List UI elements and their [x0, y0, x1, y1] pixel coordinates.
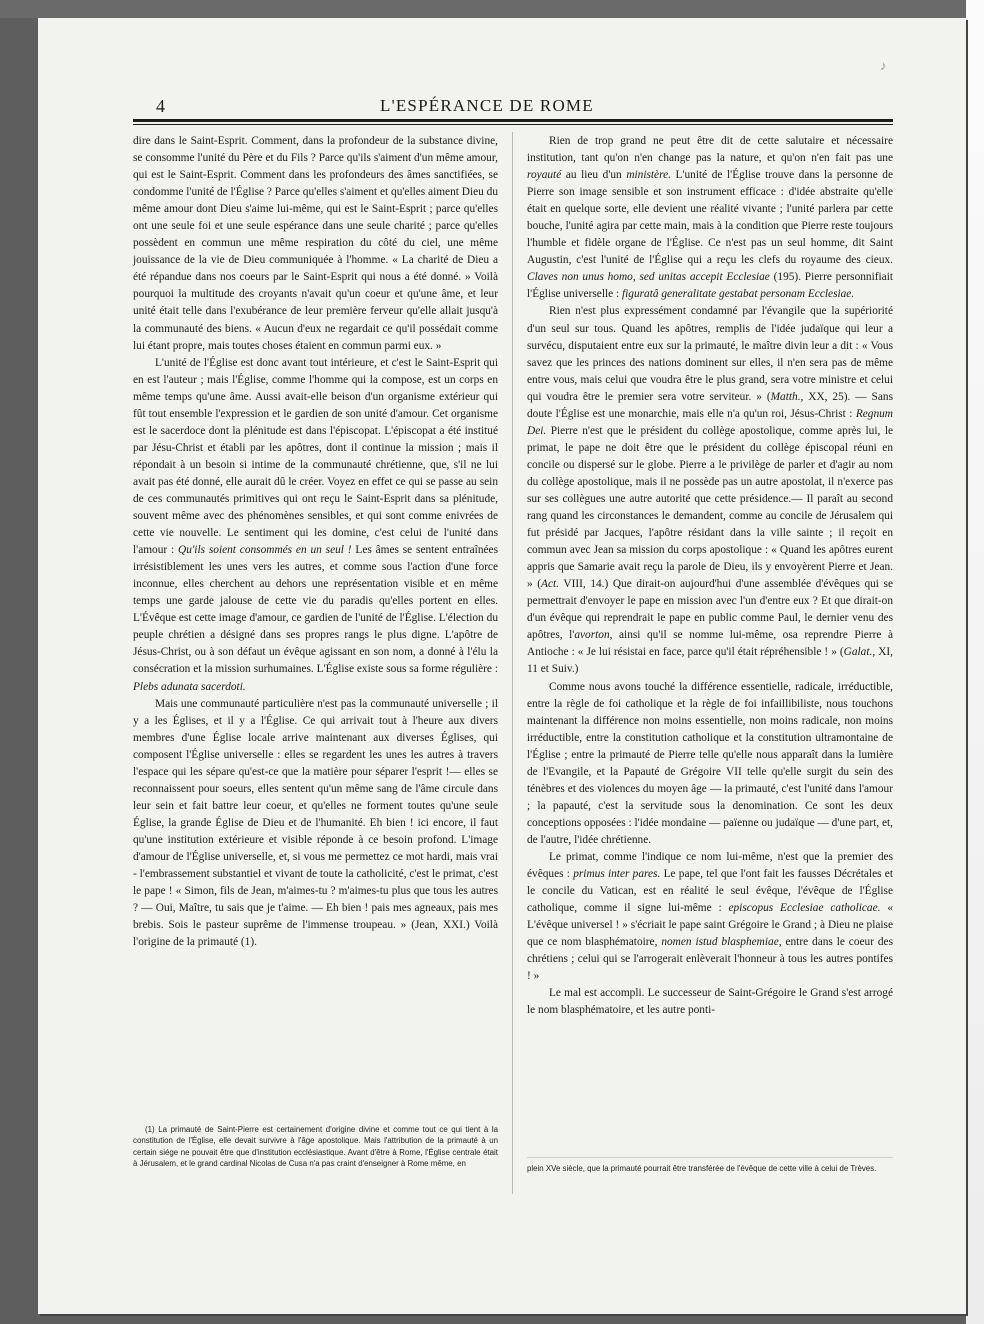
- paragraph: dire dans le Saint-Esprit. Comment, dans la profondeur de la substance divine, se consomme l'unité du Père et du Fils ? Parce qu'ils s'aiment d'un même amour, qui est le Saint-Esprit. Comment dans les profondeurs des âmes sanctifiées, se condomme l'unité de l'Église ? Parce qu'elles s'aiment et qu'elles aiment Dieu du même amour dont Dieu s'aime lui-même, qui est le Saint-Esprit ; parce qu'elles ont une seule foi et une seule espérance dans une seule charité ; parce qu'elles possèdent en commun une même respiration du côté du ciel, une même jouissance de la vie de Dieu communiquée à l'homme. « La charité de Dieu a été répandue dans nos coeurs par le Saint-Esprit qui nous a été donné. » Voilà pourquoi la multitude des croyants n'avait qu'un coeur et qu'une âme, et leur unité était telle dans l'exubérance de leur première ferveur qu'elle allait jusqu'à la communauté des biens. « Aucun d'eux ne regardait ce qu'il possédait comme lui étant propre, mais toutes choses étaient en commun parmi eux. »: [133, 135, 498, 352]
- text-run: L'unité de l'Église est donc avant tout intérieure, et c'est le Saint-Esprit qui en est l'auteur ; mais l'Église, comme l'homme qui la compose, est un corps en même temps qu'une âme. Aussi avait-elle beison d'un organisme extérieur qui fût tout ensemble l'expression et le gardien de son unité d'amour. Cet organisme est le sacerdoce dont la plénitude est dans l'épiscopat. L'épiscopat a été institué par Jésu-Christ et établi par les apôtres, dont il continue la mission ; mais il répondait à un besoin si intime de la communauté chrétienne, que, s'il ne lui avait pas été donné, elle aurait dû le créer. Voyez en effet ce qui se passe au sein de ces communautés primitives qui ont reçu le Saint-Esprit dans sa plénitude, souvent même avec des phénomènes sensibles, et qui sont comme enivrées de cette vie nouvelle. Le sentiment qui les domine, c'est celui de l'unité dans l'amour :: [133, 356, 498, 557]
- italic-quote: nomen istud blasphemiae,: [661, 936, 782, 949]
- italic-quote: Qu'ils soient consommés en un seul !: [178, 544, 352, 557]
- footnote-separator: [527, 1157, 893, 1158]
- right-column: [527, 133, 893, 1019]
- italic-quote: figuratâ generalitate gestabat personam Ecclesiae.: [621, 288, 855, 301]
- running-title: L'ESPÉRANCE DE ROME: [380, 96, 594, 115]
- footnote-text: plein XVe siècle, que la primauté pourrait être transférée de l'évêque de cette ville à celui de Trèves.: [527, 1164, 877, 1173]
- text-run: , XI, 11 et Suiv.): [527, 646, 893, 676]
- header-rule-thick: [133, 119, 893, 122]
- text-run: , XX, 25). — Sans doute l'Église est une monarchie, mais elle n'a qu'un roi, Jésus-Christ :: [527, 390, 893, 420]
- footnote-left: [133, 1124, 498, 1169]
- footnote-text: (1) La primauté de Saint-Pierre est certainement d'origine divine et comme tout ce qui tient à la constitution de l'Église, elle devait survivre à l'âge apostolique. Mais l'attribution de la primauté à un certain siége ne pouvait être que d'institution ecclésiastique. Avant d'être à Rome, l'Église centrale était à Jérusalem, et le grand cardinal Nicolas de Cusa n'a pas craint d'enseigner à Rome même, en: [133, 1125, 498, 1168]
- paragraph: Le mal est accompli. Le successeur de Saint-Grégoire le Grand s'est arrogé le nom blasphématoire, et les autre ponti-: [527, 987, 893, 1017]
- text-run: Rien de trop grand ne peut être dit de cette salutaire et nécessaire institution, tant qu'on n'en change pas la nature, et qu'on n'en fait pas une: [527, 135, 893, 165]
- scan-border-right: [966, 0, 984, 1324]
- text-run: L'unité de l'Église trouve dans la personne de Pierre son image sensible et son instrument efficace : d'idée abstraite qu'elle était en quelque sorte, elle devient une réalité vivante ; l'unité parlera par cette bouche, l'unité agira par cette main, mais à la condition que Pierre reste toujours l'humble et fidèle organe de l'Église. Ce n'est pas un seul homme, dit Saint Augustin, c'est l'unité de l'Église qui a reçu les clefs du royaume des cieux.: [527, 169, 894, 267]
- text-run: Rien n'est plus expressément condamné par l'évangile que la supériorité d'un seul sur tous. Quand les apôtres, remplis de l'idée judaïque qui leur a survécu, disputaient entre eux sur la primauté, le maître divin leur a dit : « Vous savez que les princes des nations dominent sur elles, il n'en sera pas de même entre vous, mais celui que voudra être le plus grand, sera votre ministre et celui qui voudra être le premier sera votre serviteur. » (: [527, 305, 893, 403]
- header-rule-thin: [133, 124, 893, 125]
- italic-ref: Act.: [541, 578, 559, 591]
- italic-word: avorton: [574, 629, 610, 642]
- text-run: entre dans le coeur des chrétiens ; celui qui se l'arrogerait enlèverait l'honneur à tous les autres pontifes ! »: [527, 936, 893, 983]
- column-divider: [512, 132, 513, 1194]
- text-run: au lieu d'un: [565, 169, 622, 182]
- left-column: [133, 133, 498, 951]
- text-run: Les âmes se sentent entraînées irrésistiblement les unes vers les autres, et comme sous l'action d'une force inconnue, elles cherchent au dehors une représentation visible et en même temps une garde jalouse de cette vie du paradis qu'elles portent en elles. L'Évêque est cette image d'amour, ce gardien de l'unité de l'Église. L'élection du peuple chrétien a désigné dans ses propres rangs le plus digne. L'apôtre de Jésus-Christ, ou à son défaut un évêque agissant en son nom, a donné à l'élu la consécration et la mission surhumaines. L'Église existe sous sa forme régulière :: [133, 544, 498, 676]
- margin-mark: ♪: [880, 58, 887, 73]
- paragraph: [527, 133, 893, 303]
- paragraph: Comme nous avons touché la différence essentielle, radicale, irréductible, entre la règle de foi catholique et la règle de foi infaillibiliste, nous touchons maintenant la différence non moins essentielle, non moins radicale, non moins irréductible, entre la constitution catholique et la constitution ultramontaine de l'Église ; entre la primauté de Pierre telle qu'elle nous apparaît dans la lumière de l'Evangile, et la Papauté de Grégoire VII telle qu'elle surgit du sein des ténèbres et des violences du moyen âge — la primauté, c'est l'unité dans l'amour ; la papauté, c'est la servitude sous la denomination. Ce sont les deux conceptions opposées : l'idée mondaine — païenne ou judaïque — d'une part, et, de l'autre, l'idée chrétienne.: [527, 680, 893, 846]
- page-number: 4: [156, 96, 165, 116]
- italic-word: royauté: [527, 169, 562, 182]
- italic-ref: Matth.: [770, 390, 801, 403]
- italic-quote: episcopus Ecclesiae catholicae.: [728, 902, 881, 915]
- text-run: (195). Pierre personnifiait l'Église universelle :: [527, 271, 893, 301]
- italic-quote: primus inter pares.: [573, 868, 661, 881]
- text-run: « L'évêque universel ! » s'écriait le pape saint Grégoire le Grand ; à Dieu ne plaise que ce nom blasphématoire,: [527, 902, 893, 949]
- paragraph: [133, 355, 498, 696]
- paragraph: [527, 849, 893, 985]
- text-run: VIII, 14.) Que dirait-on aujourd'hui d'une assemblée d'évêques qui se permettrait d'envoyer le pape en mission avec l'un d'entre eux ? Et que dirait-on d'un évêque qui reprendrait le pape en public comme Paul, le dernier venu des apôtres, l': [527, 578, 893, 642]
- italic-word: ministère.: [626, 169, 671, 182]
- text-run: Le pape, tel que l'ont fait les fausses Décrétales et le concile du Vatican, est en réalité le seul évêque, l'évêque de l'Église catholique, comme il signe lui-même :: [527, 868, 893, 915]
- paragraph: Mais une communauté particulière n'est pas la communauté universelle ; il y a les Églises, et il y a l'Église. Ce qui arrivait tout à l'heure aux divers membres d'une Église locale arrive maintenant aux diverses Églises, qui composent l'Église universelle : elles se regardent les unes les autres à travers l'espace qui les sépare qu'est-ce que la matière pour séparer l'esprit !— elles se reconnaissent pour soeurs, elles sentent qu'un même sang de l'âme circule dans leur sein et fait battre leur coeur, et qu'elles ne forment toutes qu'une seule Église, la grande Église de Dieu et de l'humanité. Eh bien ! ici encore, il faut qu'une institution extérieure et visible réponde à ce besoin profond. L'image d'amour de l'Église universelle, et, si vous me permettez ce mot hardi, mais vrai - l'embrassement substantiel et vivant de toute la catholicité, c'est le primat, c'est le pape ! « Simon, fils de Jean, m'aimes-tu ? m'aimes-tu plus que tous les autres ? — Oui, Maître, tu sais que je t'aime. — Eh bien ! pais mes agneaux, pais mes brebis. Sois le pasteur suprême de l'immense troupeau. » (Jean, XXI.) Voilà l'origine de la primauté (1).: [133, 697, 498, 949]
- scan-border-top: [0, 0, 984, 18]
- italic-quote: Plebs adunata sacerdoti.: [133, 680, 246, 693]
- footnote-right: [527, 1163, 893, 1174]
- italic-ref: Galat.: [843, 646, 873, 659]
- text-run: , ainsi qu'il se nomme lui-même, osa reprendre Pierre à Antioche : « Je lui résistai en face, parce qu'il était répréhensible ! » (: [527, 629, 894, 659]
- paragraph: [527, 303, 893, 678]
- text-run: Le primat, comme l'indique ce nom lui-même, n'est que la premier des évêques :: [527, 850, 893, 881]
- text-run: Pierre n'est que le président du collège apostolique, comme après lui, le primat, le pape ne doit être que le président du collège épiscopal réuni en concile ou dispersé sur le globe. Pierre a le privilège de parler et d'agir au nom du collège apostolique, mais il ne possède pas un autre apostolat, il n'exerce pas sur ses collègues une autre autorité que cette présidence.— Il paraît au second rang quand les circonstances le demandent, comme au concile de Jérusalem qui fut présidé par Jacques, l'apôtre résidant dans la ville sainte ; il reçoit en commun avec Jean sa mission du corps apostolique : « Quand les apôtres eurent appris que Samarie avait reçu la parole de Dieu, ils y envoyèrent Pierre et Jean. » (: [527, 424, 894, 591]
- italic-quote: Claves non unus homo, sed unitas accepit Ecclesiae: [527, 271, 770, 284]
- italic-quote: Regnum Dei.: [527, 407, 893, 437]
